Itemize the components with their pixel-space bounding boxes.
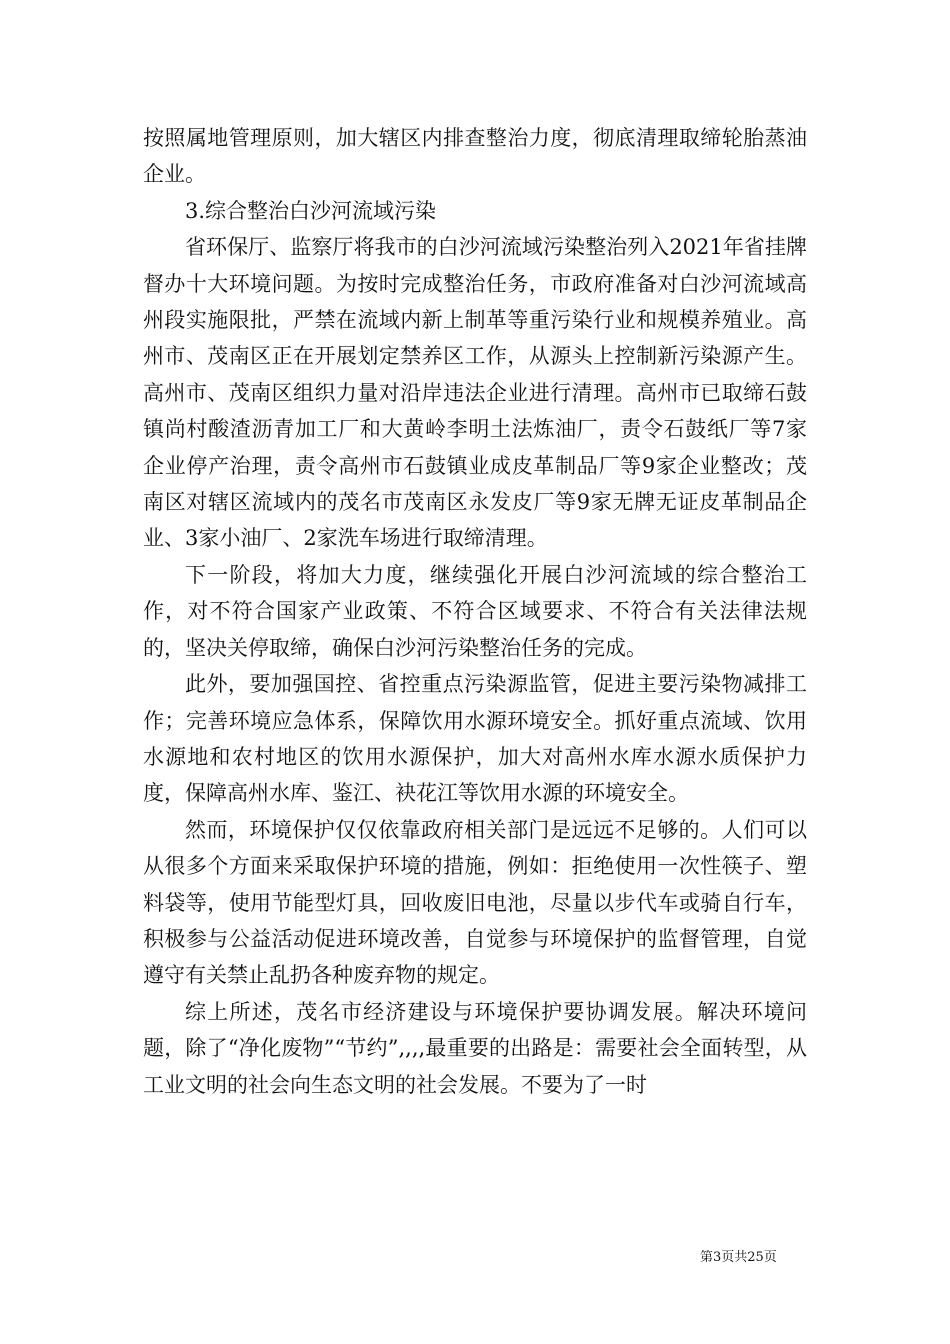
paragraph: 综上所述，茂名市经济建设与环境保护要协调发展。解决环境问题，除了“净化废物”“节约”,,,,最重要的出路是：需要社会全面转型，从工业文明的社会向生态文明的社会发展。不要为了一时	[143, 999, 807, 1097]
section-heading: 3.综合整治白沙河流域污染	[185, 198, 437, 223]
paragraph-continuation: 按照属地管理原则，加大辖区内排查整治力度，彻底清理取缔轮胎蒸油企业。	[143, 126, 807, 187]
paragraph: 然而，环境保护仅仅依靠政府相关部门是远远不足够的。人们可以从很多个方面来采取保护环境的措施，例如：拒绝使用一次性筷子、塑料袋等，使用节能型灯具，回收废旧电池，尽量以步代车或骑自行车，积极参与公益活动促进环境改善，自觉参与环境保护的监督管理，自觉遵守有关禁止乱扔各种废弃物的规定。	[143, 817, 807, 988]
paragraph: 下一阶段，将加大力度，继续强化开展白沙河流域的综合整治工作，对不符合国家产业政策、不符合区域要求、不符合有关法律法规的，坚决关停取缔，确保白沙河污染整治任务的完成。	[143, 562, 807, 660]
page-number: 第3页共25页	[700, 1250, 777, 1265]
paragraph: 此外，要加强国控、省控重点污染源监管，促进主要污染物减排工作；完善环境应急体系，保障饮用水源环境安全。抓好重点流域、饮用水源地和农村地区的饮用水源保护，加大对高州水库水源水质保护力度，保障高州水库、鉴江、袂花江等饮用水源的环境安全。	[143, 672, 807, 806]
paragraph: 省环保厅、监察厅将我市的白沙河流域污染整治列入2021年省挂牌督办十大环境问题。为按时完成整治任务，市政府准备对白沙河流域高州段实施限批，严禁在流域内新上制革等重污染行业和规模养殖业。高州市、茂南区正在开展划定禁养区工作，从源头上控制新污染源产生。高州市、茂南区组织力量对沿岸违法企业进行清理。高州市已取缔石鼓镇尚村酸渣沥青加工厂和大黄岭李明土法炼油厂，责令石鼓纸厂等7家企业停产治理，责令高州市石鼓镇业成皮革制品厂等9家企业整改；茂南区对辖区流域内的茂名市茂南区永发皮厂等9家无牌无证皮革制品企业、3家小油厂、2家洗车场进行取缔清理。	[143, 235, 807, 551]
document-body	[143, 120, 807, 1103]
